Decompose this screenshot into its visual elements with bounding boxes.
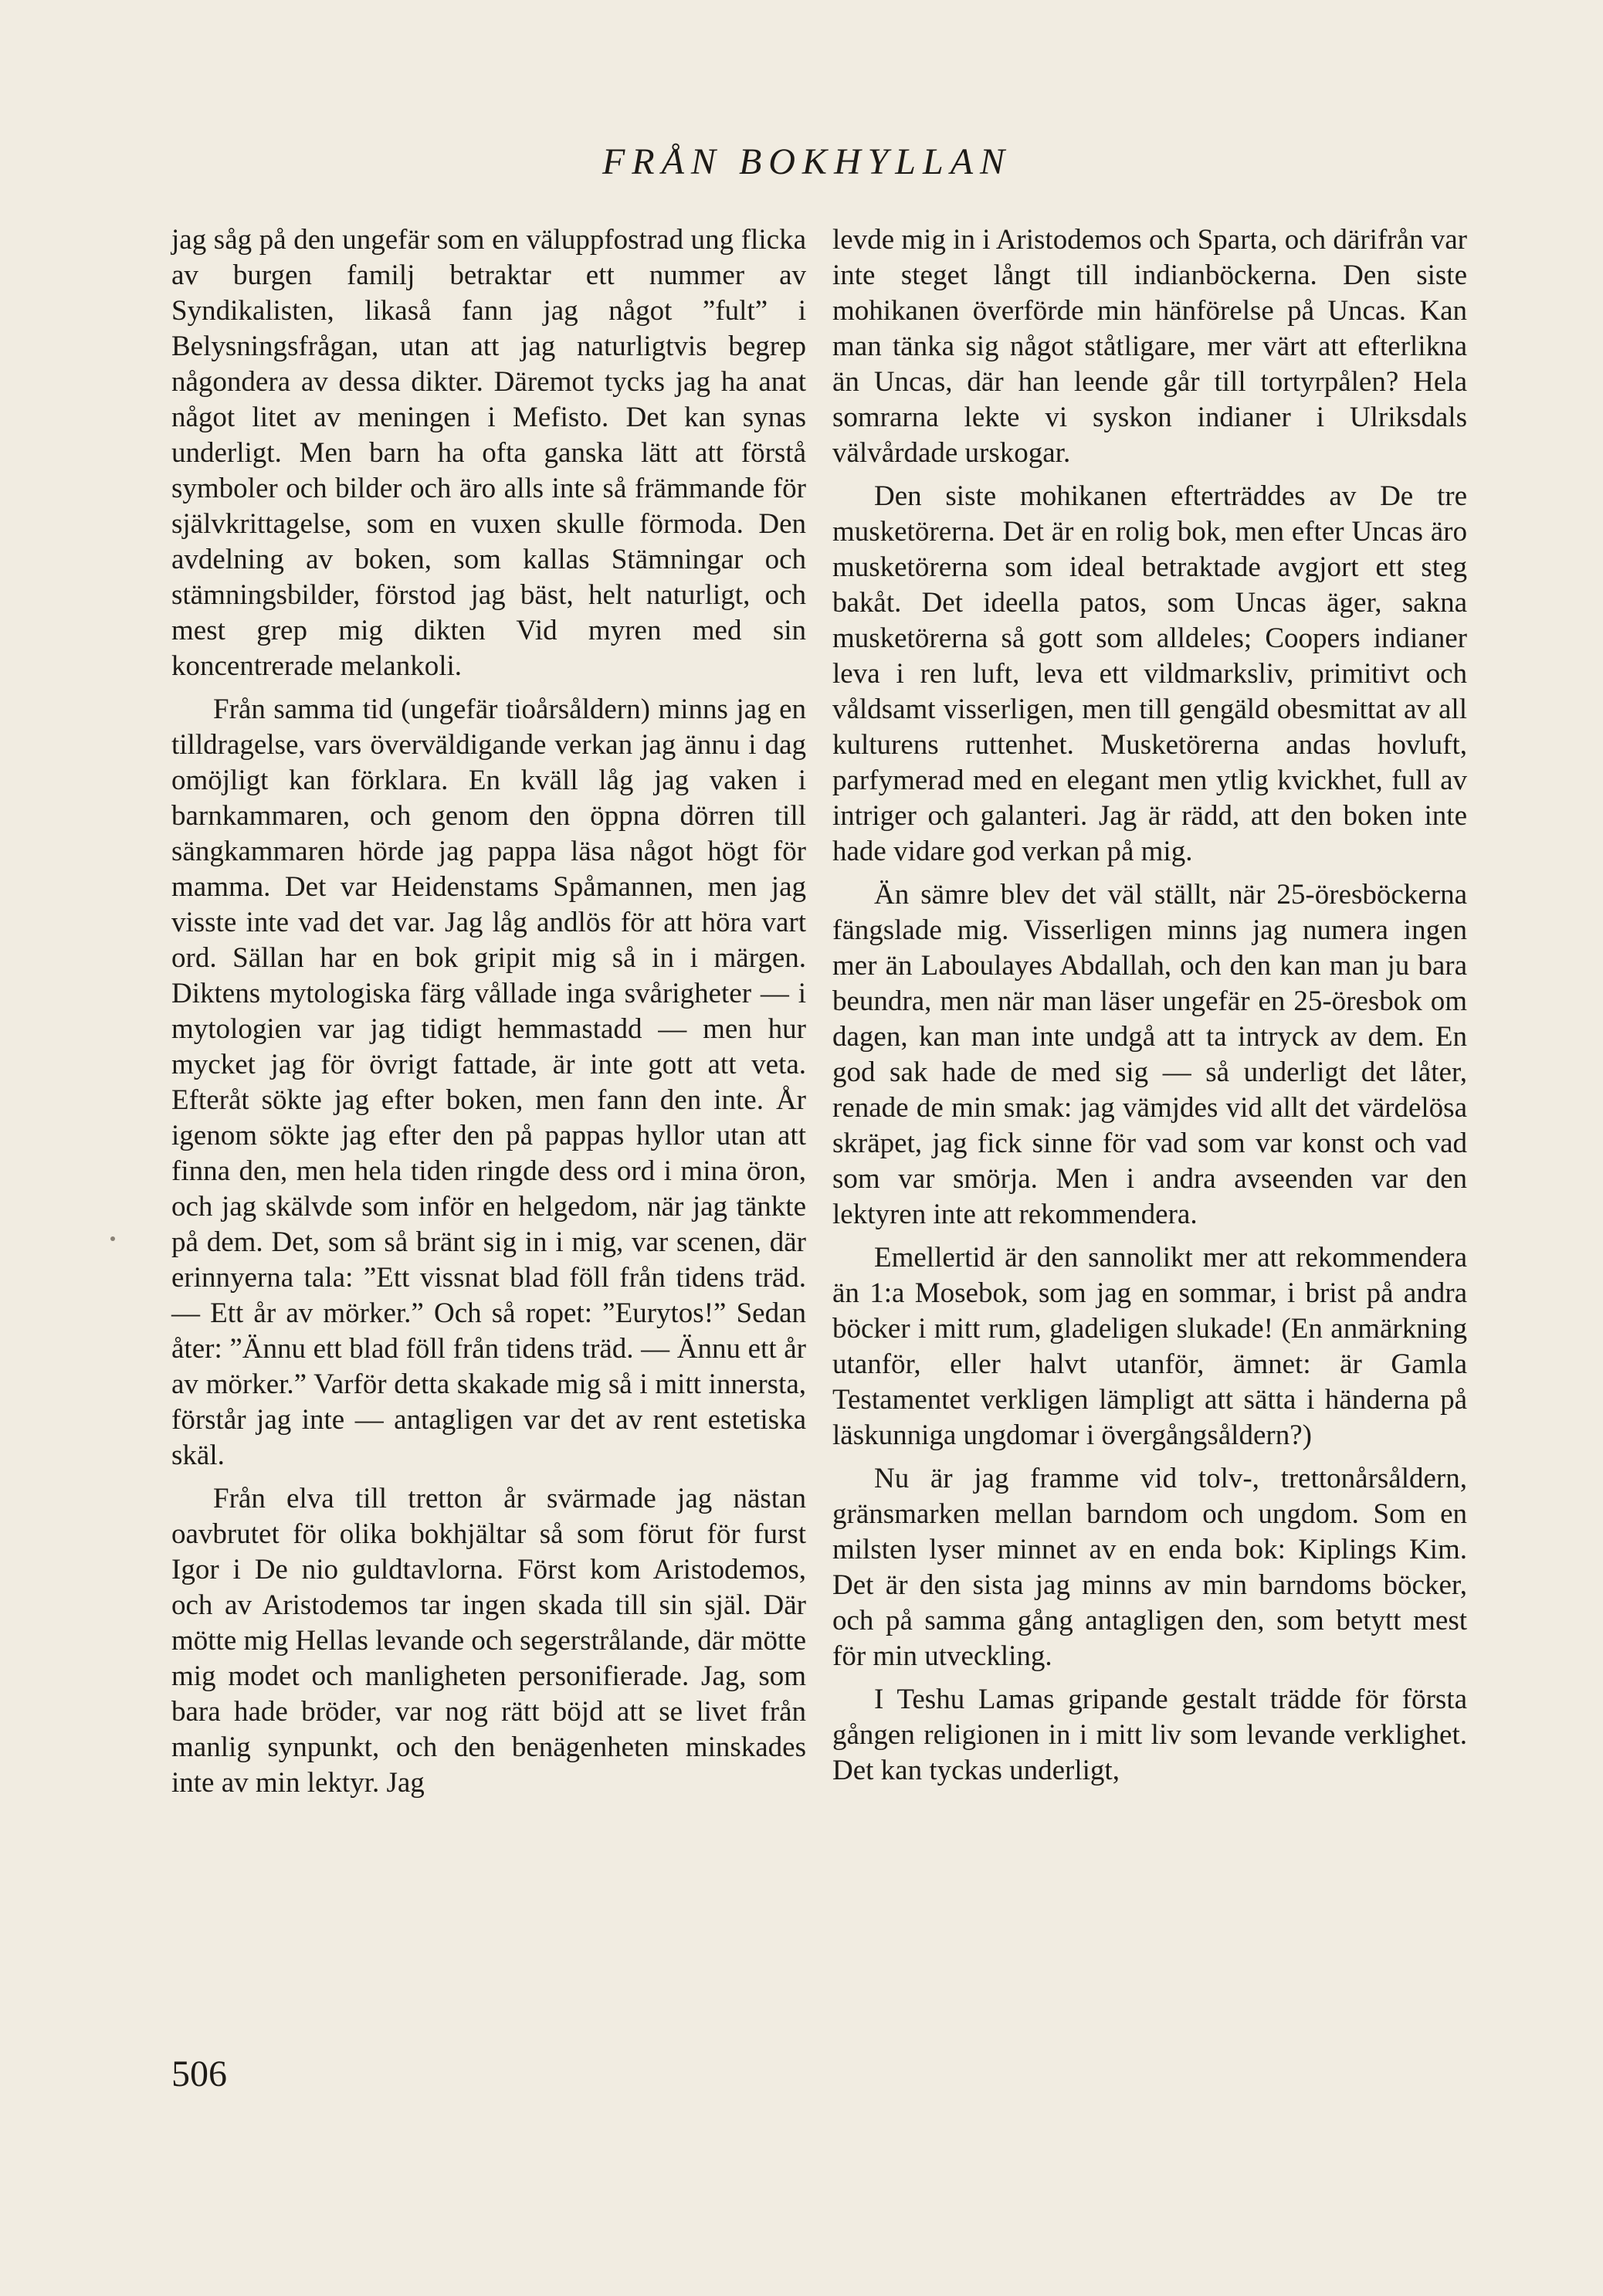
paragraph: I Teshu Lamas gripande gestalt trädde för första gången religionen in i mitt liv som levande verklighet. Det kan tyckas underligt,: [832, 1684, 1467, 1786]
paragraph: Emellertid är den sannolikt mer att rekommendera än 1:a Mosebok, som jag en sommar, i brist på andra böcker i mitt rum, gladeligen slukade! (En anmärkning utanför, eller halvt utanför, ämnet: är Gamla Testamentet verkligen lämpligt att sätta i händerna på läskunniga ungdomar i övergångsåldern?): [832, 1242, 1467, 1451]
running-header: FRÅN BOKHYLLAN: [602, 141, 1012, 182]
paragraph: jag såg på den ungefär som en väluppfostrad ung flicka av burgen familj betraktar ett nummer av Syndikalisten, likaså fann jag något ”fult” i Belysningsfrågan, utan att jag naturligtvis begrep någondera av dessa dikter. Däremot tycks jag ha anat något litet av meningen i Mefisto. Det kan synas underligt. Men barn ha ofta ganska lätt att förstå symboler och bilder och äro alls inte så främmande för självkrittagelse, som en vuxen skulle förmoda. Den avdelning av boken, som kallas Stämningar och stämningsbilder, förstod jag bäst, helt naturligt, och mest grep mig dikten Vid myren med sin koncentrerade melankoli.: [171, 224, 806, 682]
paragraph: Den siste mohikanen efterträddes av De tre musketörerna. Det är en rolig bok, men efter Uncas äro musketörerna som ideal betraktade avgjort ett steg bakåt. Det ideella patos, som Uncas äger, sakna musketörerna så gott som alldeles; Coopers indianer leva i ren luft, leva ett vildmarksliv, primitivt och våldsamt visserligen, men till gengäld obesmittat av all kulturens ruttenhet. Musketörerna andas hovluft, parfymerad med en elegant men ytlig kvickhet, full av intriger och galanteri. Jag är rädd, att den boken inte hade vidare god verkan på mig.: [832, 480, 1467, 867]
margin-dot: [110, 1236, 115, 1241]
left-column: [171, 222, 806, 1801]
paragraph: Än sämre blev det väl ställt, när 25-öresböckerna fängslade mig. Visserligen minns jag numera ingen mer än Laboulayes Abdallah, och den kan man ju bara beundra, men när man läser ungefär en 25-öresbok om dagen, kan man inte undgå att ta intryck av dem. En god sak hade de med sig — så underligt det låter, renade de min smak: jag vämjdes vid allt det värdelösa skräpet, jag fick sinne för vad som var konst och vad som var smörja. Men i andra avseenden var den lektyren inte att rekommendera.: [832, 879, 1467, 1230]
paragraph: Från elva till tretton år svärmade jag nästan oavbrutet för olika bokhjältar så som förut för furst Igor i De nio guldtavlorna. Först kom Aristodemos, och av Aristodemos tar ingen skada till sin själ. Där mötte mig Hellas levande och segerstrålande, där mötte mig modet och manligheten personifierade. Jag, som bara hade bröder, var nog rätt böjd att se livet från manlig synpunkt, och den benägenheten minskades inte av min lektyr. Jag: [171, 1483, 806, 1799]
page-number: 506: [171, 2054, 227, 2094]
paragraph: Nu är jag framme vid tolv-, trettonårsåldern, gränsmarken mellan barndom och ungdom. Som en milsten lyser minnet av en enda bok: Kiplings Kim. Det är den sista jag minns av min barndoms böcker, och på samma gång antagligen den, som betytt mest för min utveckling.: [832, 1463, 1467, 1672]
paragraph: Från samma tid (ungefär tioårsåldern) minns jag en tilldragelse, vars överväldigande verkan jag ännu i dag omöjligt kan förklara. En kväll låg jag vaken i barnkammaren, och genom den öppna dörren till sängkammaren hörde jag pappa läsa något högt för mamma. Det var Heidenstams Spåmannen, men jag visste inte vad det var. Jag låg andlös för att höra vart ord. Sällan har en bok gripit mig så in i märgen. Diktens mytologiska färg vållade inga svårigheter — i mytologien var jag tidigt hemmastadd — men hur mycket jag för övrigt fattade, är inte gott att veta. Efteråt sökte jag efter boken, men fann den inte. År igenom sökte jag efter den på pappas hyllor utan att finna den, men hela tiden ringde dess ord i mina öron, och jag skälvde som inför en helgedom, när jag tänkte på dem. Det, som så bränt sig in i mig, var scenen, där erinnyerna tala: ”Ett vissnat blad föll från tidens träd. — Ett år av mörker.” Och så ropet: ”Eurytos!” Sedan åter: ”Ännu ett blad föll från tidens träd. — Ännu ett år av mörker.” Varför detta skakade mig så i mitt innersta, förstår jag inte — antagligen var det av rent estetiska skäl.: [171, 694, 806, 1471]
paragraph: levde mig in i Aristodemos och Sparta, och därifrån var inte steget långt till indianböckerna. Den siste mohikanen överförde min hänförelse på Uncas. Kan man tänka sig något ståtligare, mer värt att efterlikna än Uncas, där han leende går till tortyrpålen? Hela somrarna lekte vi syskon indianer i Ulriksdals välvårdade urskogar.: [832, 224, 1468, 469]
right-column: [832, 222, 1467, 1789]
